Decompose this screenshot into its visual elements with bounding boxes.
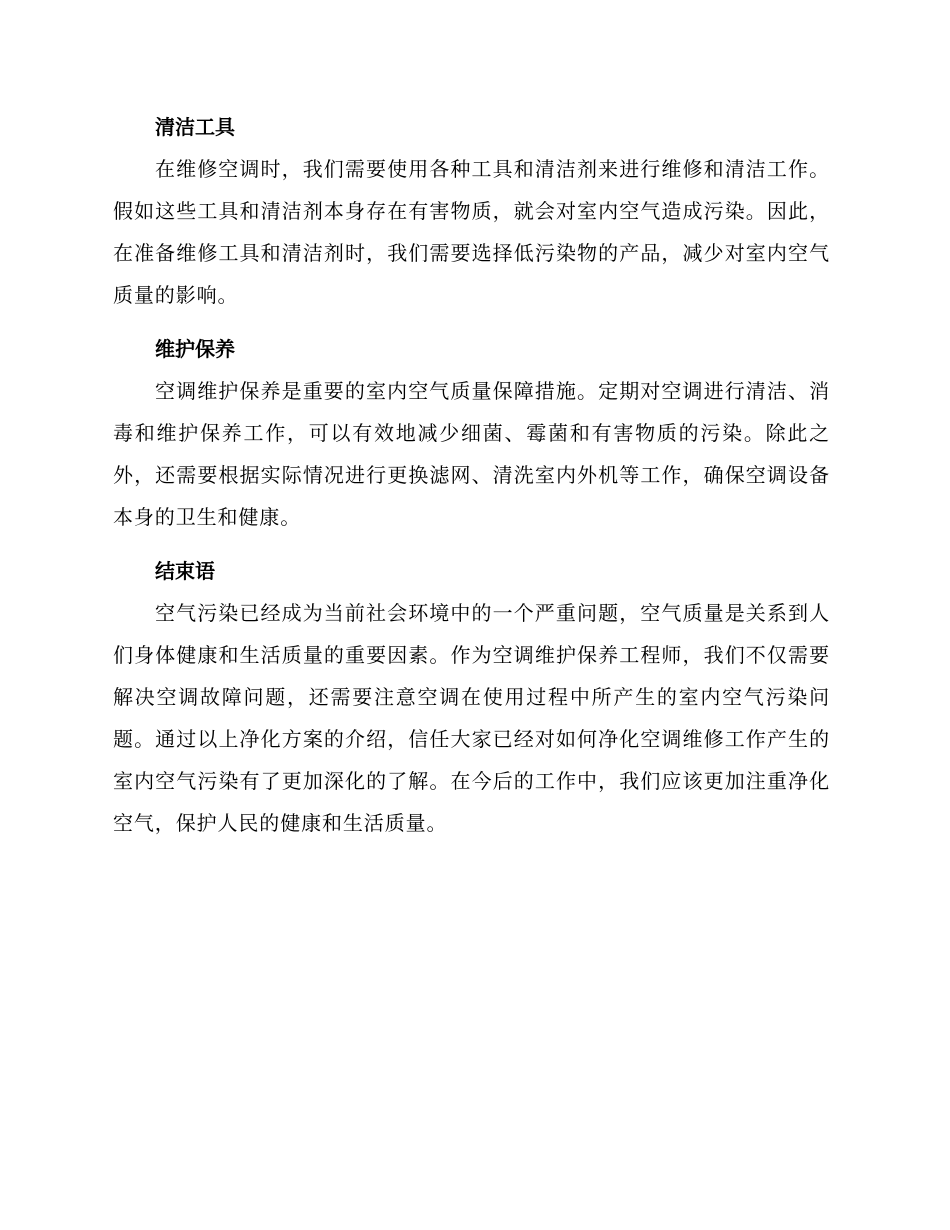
section-heading: 结束语 [155,559,215,583]
section-heading: 维护保养 [155,337,235,361]
document-page [113,106,830,856]
section-paragraph: 在维修空调时，我们需要使用各种工具和清洁剂来进行维修和清洁工作。假如这些工具和清洁剂本身存在有害物质，就会对室内空气造成污染。因此，在准备维修工具和清洁剂时，我们需要选择低污染物的产品，减少对室内空气质量的影响。 [113,157,830,307]
section-cleaning-tools [113,106,830,316]
section-conclusion [113,550,830,844]
section-heading: 清洁工具 [155,115,235,139]
section-maintenance [113,328,830,538]
section-paragraph: 空气污染已经成为当前社会环境中的一个严重问题，空气质量是关系到人们身体健康和生活质量的重要因素。作为空调维护保养工程师，我们不仅需要解决空调故障问题，还需要注意空调在使用过程中所产生的室内空气污染问题。通过以上净化方案的介绍，信任大家已经对如何净化空调维修工作产生的室内空气污染有了更加深化的了解。在今后的工作中，我们应该更加注重净化空气，保护人民的健康和生活质量。 [113,601,830,835]
section-paragraph: 空调维护保养是重要的室内空气质量保障措施。定期对空调进行清洁、消毒和维护保养工作，可以有效地减少细菌、霉菌和有害物质的污染。除此之外，还需要根据实际情况进行更换滤网、清洗室内外机等工作，确保空调设备本身的卫生和健康。 [113,379,830,529]
